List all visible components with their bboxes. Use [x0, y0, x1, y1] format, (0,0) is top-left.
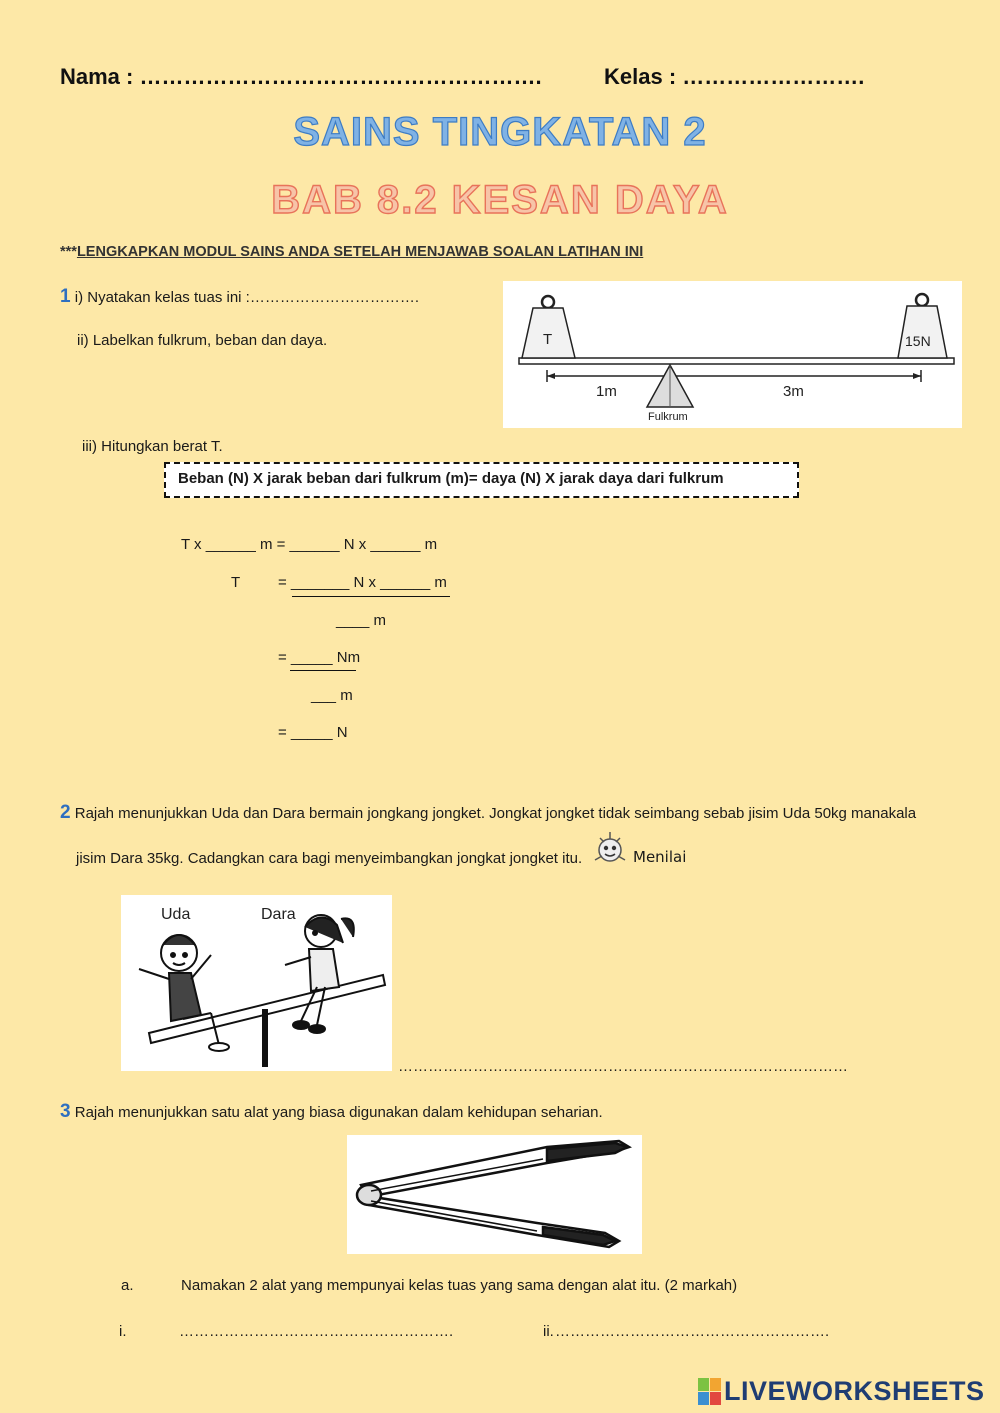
right-distance-label: 3m [783, 383, 804, 400]
q3-answer-ii[interactable]: ………………………………………………. [555, 1323, 830, 1340]
chapter-title: BAB 8.2 KESAN DAYA [271, 178, 729, 222]
fulcrum-label: Fulkrum [648, 411, 688, 423]
q1-number: 1 [60, 286, 71, 307]
calc-line-2-rhs: = _______ N x ______ m [278, 574, 447, 591]
instruction [60, 244, 643, 260]
q2-line-1-text: Rajah menunjukkan Uda dan Dara bermain jongkang jongket. Jongkat jongket tidak seimbang sebab jisim Uda 50kg manakala [74, 805, 917, 822]
left-weight-icon [522, 296, 575, 358]
q3-answer-i[interactable]: ………………………………………………. [179, 1323, 454, 1340]
left-weight-label: T [543, 331, 553, 348]
calc-line-4: = _____ Nm [278, 649, 361, 666]
menilai-tag: Menilai [633, 848, 687, 866]
q3-i-label: i. [119, 1323, 127, 1340]
calc-line-6: = _____ N [278, 724, 348, 741]
q3-text-body: Rajah menunjukkan satu alat yang biasa digunakan dalam kehidupan seharian. [74, 1104, 603, 1121]
tongs-icon [357, 1141, 629, 1247]
label-dara: Dara [261, 906, 296, 923]
q3-number: 3 [60, 1101, 71, 1122]
fraction-bar-1 [292, 596, 450, 597]
left-distance-label: 1m [596, 383, 617, 400]
formula-box: Beban (N) X jarak beban dari fulkrum (m)= daya (N) X jarak daya dari fulkrum [164, 462, 799, 498]
q2-line-2: jisim Dara 35kg. Cadangkan cara bagi menyeimbangkan jongkat jongket itu. [76, 850, 583, 867]
q1-part-ii: ii) Labelkan fulkrum, beban dan daya. [77, 332, 328, 349]
liveworksheets-brand: LIVEWORKSHEETS [724, 1376, 985, 1406]
q3-text [60, 1101, 603, 1123]
menilai-icon [590, 828, 630, 868]
tongs-illustration [347, 1135, 642, 1254]
q3-part-a-label: a. [121, 1277, 134, 1294]
instruction-prefix: *** [60, 244, 77, 260]
q2-number: 2 [60, 802, 71, 823]
q1-part-i-text: i) Nyatakan kelas tuas ini :……………………………. [74, 289, 419, 306]
calc-line-3: ____ m [336, 612, 387, 629]
lever-diagram-svg [503, 281, 962, 428]
q3-ii-label: ii. [543, 1323, 554, 1340]
seesaw-pivot [262, 1009, 268, 1067]
q1-part-iii: iii) Hitungkan berat T. [82, 438, 223, 455]
lever-beam [519, 358, 954, 364]
calc-line-1: T x ______ m = ______ N x ______ m [181, 536, 438, 553]
label-uda: Uda [161, 906, 191, 923]
calc-line-2-lhs: T [231, 574, 241, 591]
lever-diagram [503, 281, 962, 428]
q2-answer-line[interactable]: ……………………………………………………………………………… [398, 1058, 848, 1075]
right-weight-label: 15N [905, 333, 931, 349]
q1-part-i [60, 286, 419, 308]
q2-line-1 [60, 802, 916, 824]
dara-figure [285, 915, 354, 1033]
instruction-text: LENGKAPKAN MODUL SAINS ANDA SETELAH MENJAWAB SOALAN LATIHAN INI [76, 244, 644, 260]
q3-part-a-text: Namakan 2 alat yang mempunyai kelas tuas yang sama dengan alat itu. (2 markah) [181, 1277, 738, 1294]
class-field-label: Kelas : ……………………. [604, 64, 865, 89]
calc-line-5: ___ m [311, 687, 353, 704]
liveworksheets-logo-icon [698, 1378, 722, 1406]
page-title: SAINS TINGKATAN 2 [293, 110, 707, 154]
fraction-bar-2 [290, 670, 356, 671]
seesaw-illustration [121, 895, 392, 1071]
name-field-label: Nama : ………………………………………………. [60, 64, 542, 89]
